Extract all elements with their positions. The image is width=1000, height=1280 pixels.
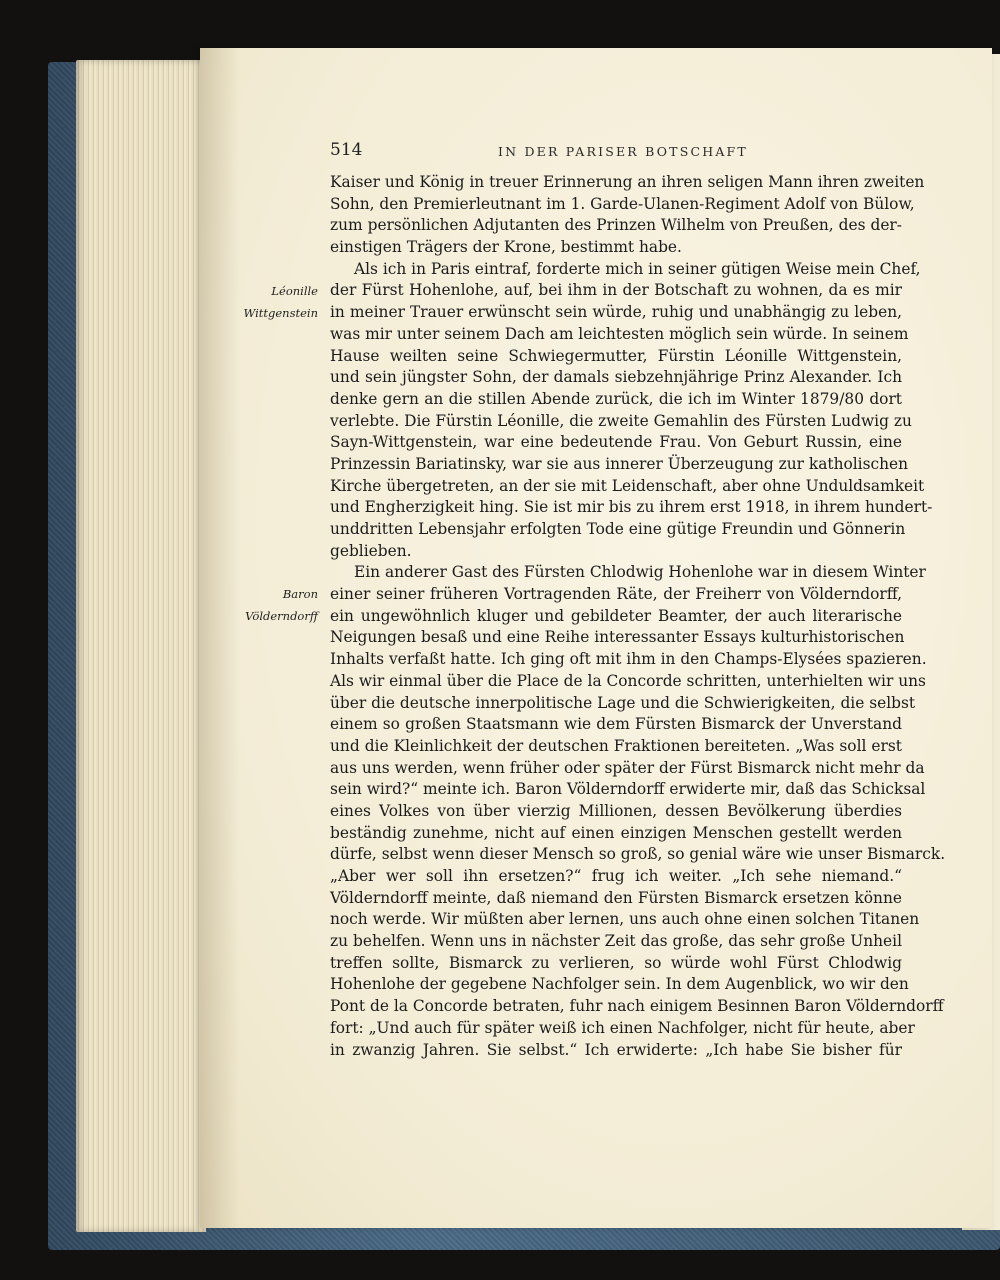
margin-note-line: Völderndorff	[245, 609, 318, 623]
text-line: und die Kleinlichkeit der deutschen Fraktionen bereiteten. „Was soll erst	[330, 736, 902, 755]
text-line: einem so großen Staatsmann wie dem Fürsten Bismarck der Unverstand	[330, 715, 902, 734]
text-line: geblieben.	[330, 541, 412, 560]
margin-note-line: Baron	[282, 587, 318, 601]
text-line: Prinzessin Bariatinsky, war sie aus innerer Überzeugung zur katholischen	[330, 454, 909, 473]
text-line: einstigen Trägers der Krone, bestimmt habe.	[330, 238, 682, 257]
text-line: einer seiner früheren Vortragenden Räte, der Freiherr von Völderndorff,	[330, 585, 902, 604]
text-line: Hohenlohe der gegebene Nachfolger sein. In dem Augenblick, wo wir den	[330, 975, 909, 994]
text-line: und Engherzigkeit hing. Sie ist mir bis zu ihrem erst 1918, in ihrem hundert-	[330, 498, 933, 517]
text-line: Neigungen besaß und eine Reihe interessanter Essays kulturhistorischen	[330, 628, 905, 647]
text-line: „Aber wer soll ihn ersetzen?“ frug ich weiter. „Ich sehe niemand.“	[330, 867, 902, 885]
text-line: Ein anderer Gast des Fürsten Chlodwig Hohenlohe war in diesem Winter	[354, 563, 926, 582]
margin-note-leonille	[208, 280, 318, 324]
text-line: in zwanzig Jahren. Sie selbst.“ Ich erwiderte: „Ich habe Sie bisher für	[330, 1040, 902, 1059]
text-line: noch werde. Wir müßten aber lernen, uns auch ohne einen solchen Titanen	[330, 910, 920, 929]
text-line: denke gern an die stillen Abende zurück, die ich im Winter 1879/80 dort	[330, 389, 902, 408]
text-line: Kaiser und König in treuer Erinnerung an ihren seligen Mann ihren zweiten	[330, 173, 925, 191]
text-line: Kirche übergetreten, an der sie mit Leidenschaft, aber ohne Unduldsamkeit	[330, 476, 925, 495]
running-head: IN DER PARISER BOTSCHAFT	[498, 144, 748, 159]
text-line: Sohn, den Premierleutnant im 1. Garde-Ulanen-Regiment Adolf von Bülow,	[330, 194, 915, 213]
text-line: sein wird?“ meinte ich. Baron Völderndorff erwiderte mir, daß das Schicksal	[330, 780, 926, 799]
page-number: 514	[330, 140, 363, 160]
page-edges	[76, 60, 206, 1232]
text-line: eines Volkes von über vierzig Millionen, dessen Bevölkerung überdies	[330, 801, 902, 820]
text-line: Völderndorff meinte, daß niemand den Fürsten Bismarck ersetzen könne	[330, 888, 902, 907]
margin-note-line: Wittgenstein	[243, 306, 318, 320]
text-line: Sayn-Wittgenstein, war eine bedeutende Frau. Von Geburt Russin, eine	[330, 433, 902, 452]
text-line: was mir unter seinem Dach am leichtesten möglich sein würde. In seinem	[330, 324, 909, 343]
text-line: Als ich in Paris eintraf, forderte mich in seiner gütigen Weise mein Chef,	[354, 259, 921, 278]
body-text	[330, 172, 946, 1061]
text-line: zum persönlichen Adjutanten des Prinzen Wilhelm von Preußen, des der-	[330, 216, 902, 235]
text-line: aus uns werden, wenn früher oder später der Fürst Bismarck nicht mehr da	[330, 758, 925, 777]
text-line: unddritten Lebensjahr erfolgten Tode eine gütige Freundin und Gönnerin	[330, 520, 906, 538]
text-line: über die deutsche innerpolitische Lage und die Schwierigkeiten, die selbst	[330, 693, 916, 712]
page-header	[330, 140, 902, 164]
text-line: und sein jüngster Sohn, der damals siebzehnjährige Prinz Alexander. Ich	[330, 368, 902, 387]
text-line: der Fürst Hohenlohe, auf, bei ihm in der Botschaft zu wohnen, da es mir	[330, 281, 902, 300]
text-line: zu behelfen. Wenn uns in nächster Zeit das große, das sehr große Unheil	[330, 932, 902, 951]
text-line: fort: „Und auch für später weiß ich einen Nachfolger, nicht für heute, aber	[330, 1018, 915, 1037]
text-line: Pont de la Concorde betraten, fuhr nach einigem Besinnen Baron Völderndorff	[330, 997, 944, 1016]
text-line: beständig zunehme, nicht auf einen einzigen Menschen gestellt werden	[330, 823, 902, 842]
text-line: Hause weilten seine Schwiegermutter, Fürstin Léonille Wittgenstein,	[330, 346, 902, 365]
gutter-shadow	[200, 48, 240, 1228]
text-line: ein ungewöhnlich kluger und gebildeter Beamter, der auch literarische	[330, 606, 902, 625]
text-line: Als wir einmal über die Place de la Concorde schritten, unterhielten wir uns	[330, 671, 926, 690]
text-line: dürfe, selbst wenn dieser Mensch so groß, so genial wäre wie unser Bismarck.	[330, 845, 946, 864]
text-line: in meiner Trauer erwünscht sein würde, ruhig und unabhängig zu leben,	[330, 303, 902, 322]
text-line: verlebte. Die Fürstin Léonille, die zweite Gemahlin des Fürsten Ludwig zu	[330, 411, 912, 430]
text-line: treffen sollte, Bismarck zu verlieren, so würde wohl Fürst Chlodwig	[330, 953, 902, 972]
margin-note-line: Léonille	[271, 284, 318, 298]
text-line: Inhalts verfaßt hatte. Ich ging oft mit ihm in den Champs-Elysées spazieren.	[330, 650, 927, 669]
margin-note-voelderndorff	[208, 583, 318, 627]
